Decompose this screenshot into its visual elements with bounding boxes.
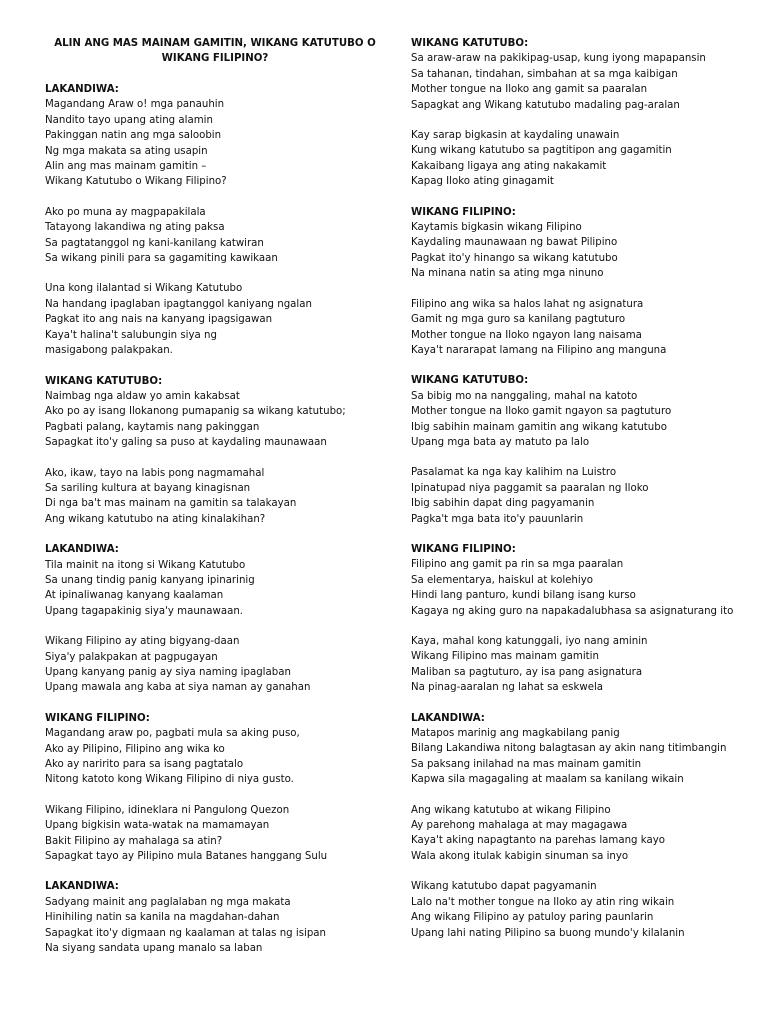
verse-line: Sa sariling kultura at bayang kinagisnan — [45, 482, 251, 494]
verse-line: Hindi lang panturo, kundi bilang isang kurso — [411, 590, 636, 602]
verse-line: Sa elementarya, haiskul at kolehiyo — [411, 574, 593, 586]
verse-line: Kung wikang katutubo sa pagtitipon ang gagamitin — [411, 145, 672, 157]
speaker-label: WIKANG KATUTUBO: — [45, 375, 163, 387]
speaker-label: WIKANG KATUTUBO: — [411, 38, 529, 49]
verse-line: Na minana natin sa ating mga ninuno — [411, 268, 604, 280]
verse-line: Upang mawala ang kaba at siya naman ay ganahan — [45, 682, 311, 694]
verse-line: Filipino ang gamit pa rin sa mga paaralan — [411, 559, 624, 571]
verse-line: Sa unang tindig panig kanyang ipinarinig — [45, 574, 255, 586]
verse-line: Mother tongue na Iloko ngayon lang naisama — [411, 329, 642, 341]
verse-line: Nitong katoto kong Wikang Filipino di niya gusto. — [45, 774, 294, 786]
verse-line: Na siyang sandata upang manalo sa laban — [45, 943, 263, 955]
stanza — [45, 82, 385, 190]
verse-line: Sapagkat ang Wikang katutubo madaling pag-aralan — [411, 99, 680, 111]
verse-line: Alin ang mas mainam gamitin – — [45, 161, 207, 173]
verse-line: Pagka't mga bata ito'y pauunlarin — [411, 513, 584, 525]
verse-line: Kaya't aking napagtanto na parehas lamang kayo — [411, 835, 665, 847]
stanza — [411, 803, 756, 865]
verse-line: Tatayong lakandiwa ng ating paksa — [45, 222, 225, 234]
document-title — [45, 36, 385, 66]
verse-line: Sa bibig mo na nanggaling, mahal na katoto — [411, 390, 638, 402]
verse-line: Bakit Filipino ay mahalaga sa atin? — [45, 835, 223, 847]
verse-line: Maliban sa pagtuturo, ay isa pang asignatura — [411, 666, 643, 678]
verse-line: masigabong palakpakan. — [45, 345, 173, 357]
verse-line: Sa paksang inilahad na mas mainam gamitin — [411, 758, 642, 770]
verse-line: Ako ay Pilipino, Filipino ang wika ko — [45, 743, 225, 755]
verse-line: Pagbati palang, kaytamis nang pakinggan — [45, 421, 260, 433]
verse-line: Wikang Filipino ay ating bigyang-daan — [45, 636, 240, 648]
verse-line: Kapag Iloko ating ginagamit — [411, 176, 554, 188]
verse-line: Na handang ipaglaban ipagtanggol kaniyang ngalan — [45, 298, 312, 310]
stanza — [411, 634, 756, 696]
left-stanzas — [45, 82, 385, 957]
speaker-label: LAKANDIWA: — [45, 84, 119, 95]
verse-line: Sa pagtatanggol ng kani-kanilang katwiran — [45, 237, 264, 249]
verse-line: Naimbag nga aldaw yo amin kakabsat — [45, 390, 240, 402]
title-line-1: ALIN ANG MAS MAINAM GAMITIN, WIKANG KATUTUBO O — [54, 38, 376, 49]
stanza — [45, 466, 385, 528]
stanza — [411, 711, 756, 788]
speaker-label: LAKANDIWA: — [411, 712, 485, 724]
verse-line: Upang bigkisin wata-watak na mamamayan — [45, 820, 270, 832]
verse-line: Sa araw-araw na pakikipag-usap, kung iyong mapapansin — [411, 53, 706, 65]
verse-line: Ako po ay isang Ilokanong pumapanig sa wikang katutubo; — [45, 406, 346, 418]
stanza — [411, 36, 756, 113]
speaker-label: WIKANG FILIPINO: — [45, 712, 150, 724]
verse-line: Ang wikang katutubo na ating kinalakihan? — [45, 513, 266, 525]
verse-line: Upang mga bata ay matuto pa lalo — [411, 436, 590, 448]
speaker-label: LAKANDIWA: — [45, 881, 119, 893]
verse-line: Kakaibang ligaya ang ating nakakamit — [411, 160, 607, 172]
verse-line: Upang lahi nating Pilipino sa buong mundo'y kilalanin — [411, 927, 685, 939]
right-stanzas — [411, 36, 756, 941]
speaker-label: WIKANG KATUTUBO: — [411, 375, 529, 387]
verse-line: Sapagkat tayo ay Pilipino mula Batanes hanggang Sulu — [45, 851, 328, 863]
verse-line: Wikang Katutubo o Wikang Filipino? — [45, 176, 227, 188]
verse-line: Magandang araw po, pagbati mula sa aking puso, — [45, 728, 300, 740]
stanza — [411, 879, 756, 941]
verse-line: Mother tongue na Iloko ang gamit sa paaralan — [411, 84, 648, 96]
verse-line: Ang wikang Filipino ay patuloy paring paunlarin — [411, 912, 654, 924]
verse-line: Tila mainit na itong si Wikang Katutubo — [45, 559, 246, 571]
stanza — [411, 128, 756, 190]
verse-line: Sadyang mainit ang paglalaban ng mga makata — [45, 896, 291, 908]
verse-line: Filipino ang wika sa halos lahat ng asignatura — [411, 298, 644, 310]
verse-line: Upang kanyang panig ay siya naming ipaglaban — [45, 667, 291, 678]
verse-line: Siya'y palakpakan at pagpugayan — [45, 651, 218, 663]
verse-line: Nandito tayo upang ating alamin — [45, 114, 213, 126]
verse-line: Sapagkat ito'y digmaan ng kaalaman at talas ng isipan — [45, 927, 327, 939]
title-line-2: WIKANG FILIPINO? — [161, 53, 269, 64]
verse-line: Upang tagapakinig siya'y maunawaan. — [45, 605, 244, 617]
stanza — [45, 803, 385, 865]
verse-line: Ng mga makata sa ating usapin — [45, 145, 208, 157]
verse-line: Kagaya ng aking guro na napakadalubhasa sa asignaturang ito — [411, 605, 734, 617]
stanza — [411, 465, 756, 527]
verse-line: Sa wikang pinili para sa gagamiting kawikaan — [45, 253, 278, 265]
verse-line: Una kong ilalantad si Wikang Katutubo — [45, 283, 243, 295]
verse-line: Di nga ba't mas mainam na gamitin sa talakayan — [45, 498, 297, 510]
speaker-label: WIKANG FILIPINO: — [411, 206, 516, 218]
verse-line: Wikang Filipino, idineklara ni Pangulong Quezon — [45, 804, 290, 816]
verse-line: Kaytamis bigkasin wikang Filipino — [411, 222, 582, 234]
stanza — [411, 373, 756, 450]
left-column — [45, 36, 385, 972]
verse-line: Wikang Filipino mas mainam gamitin — [411, 651, 599, 663]
verse-line: Ibig sabihin dapat ding pagyamanin — [411, 498, 595, 510]
verse-line: Matapos marinig ang magkabilang panig — [411, 728, 620, 740]
verse-line: Sapagkat ito'y galing sa puso at kaydaling maunawaan — [45, 437, 327, 449]
verse-line: Kaya't halina't salubungin siya ng — [45, 329, 217, 341]
verse-line: At ipinaliwanag kanyang kaalaman — [45, 590, 224, 602]
verse-line: Ay parehong mahalaga at may magagawa — [411, 820, 628, 832]
verse-line: Na pinag-aaralan ng lahat sa eskwela — [411, 682, 604, 694]
stanza — [45, 634, 385, 696]
verse-line: Sa tahanan, tindahan, simbahan at sa mga kaibigan — [411, 68, 678, 80]
verse-line: Kaya't nararapat lamang na Filipino ang manguna — [411, 344, 667, 356]
verse-line: Gamit ng mga guro sa kanilang pagtuturo — [411, 314, 626, 326]
stanza — [45, 281, 385, 358]
verse-line: Pasalamat ka nga kay kalihim na Luistro — [411, 467, 617, 479]
verse-line: Ako po muna ay magpapakilala — [45, 206, 206, 218]
verse-line: Pagkat ito'y hinango sa wikang katutubo — [411, 252, 618, 264]
speaker-label: WIKANG FILIPINO: — [411, 543, 516, 555]
verse-line: Wikang katutubo dapat pagyamanin — [411, 881, 597, 893]
stanza — [45, 205, 385, 267]
stanza — [411, 205, 756, 282]
verse-line: Bilang Lakandiwa nitong balagtasan ay akin nang titimbangin — [411, 743, 727, 755]
verse-line: Ipinatupad niya paggamit sa paaralan ng Iloko — [411, 482, 649, 494]
stanza — [45, 374, 385, 451]
stanza — [411, 297, 756, 359]
verse-line: Ang wikang katutubo at wikang Filipino — [411, 804, 611, 816]
verse-line: Hinihiling natin sa kanila na magdahan-dahan — [45, 912, 280, 924]
stanza — [45, 879, 385, 956]
verse-line: Kay sarap bigkasin at kaydaling unawain — [411, 130, 620, 142]
verse-line: Pakinggan natin ang mga saloobin — [45, 130, 222, 142]
verse-line: Kapwa sila magagaling at maalam sa kanilang wikain — [411, 774, 684, 786]
verse-line: Magandang Araw o! mga panauhin — [45, 99, 225, 111]
verse-line: Lalo na't mother tongue na Iloko ay atin ring wikain — [411, 896, 675, 908]
verse-line: Wala akong itulak kabigin sinuman sa inyo — [411, 850, 629, 862]
verse-line: Mother tongue na Iloko gamit ngayon sa pagtuturo — [411, 406, 672, 418]
verse-line: Ako, ikaw, tayo na labis pong nagmamahal — [45, 467, 265, 479]
verse-line: Kaya, mahal kong katunggali, iyo nang aminin — [411, 636, 648, 647]
stanza — [411, 542, 756, 619]
right-column — [411, 36, 756, 956]
speaker-label: LAKANDIWA: — [45, 544, 119, 556]
verse-line: Ako ay naririto para sa isang pagtatalo — [45, 759, 244, 771]
verse-line: Pagkat ito ang nais na kanyang ipagsigawan — [45, 314, 273, 326]
stanza — [45, 542, 385, 619]
verse-line: Kaydaling maunawaan ng bawat Pilipino — [411, 237, 618, 249]
stanza — [45, 711, 385, 788]
verse-line: Ibig sabihin mainam gamitin ang wikang katutubo — [411, 421, 667, 433]
